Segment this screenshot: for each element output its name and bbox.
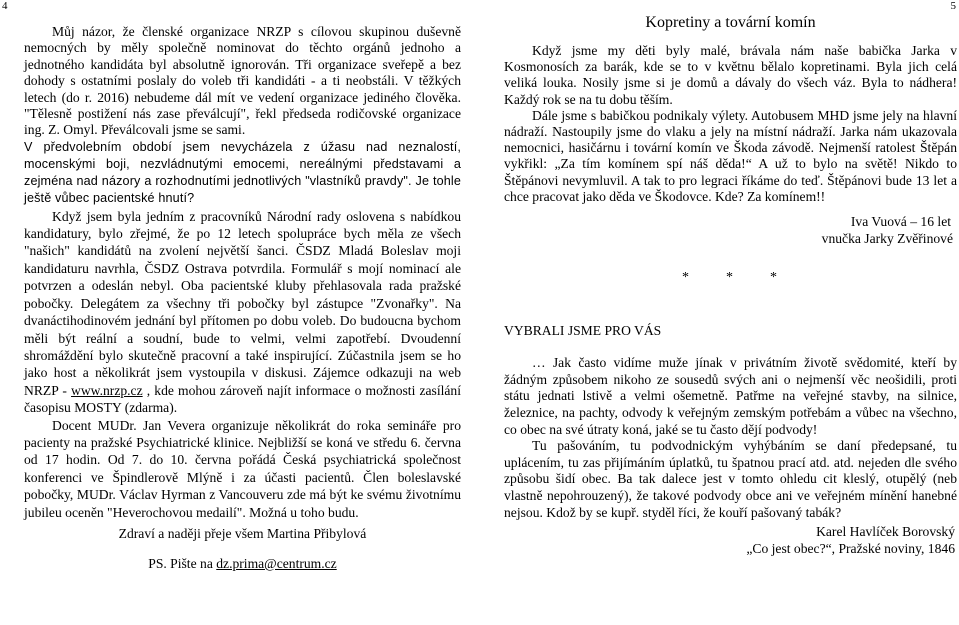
- right-paragraph-3: … Jak často vidíme muže jínak v privátním životě svědomité, kteří by žádným způsobem nikoho ze sousedů svých ani o nejmenší věc neošidili, proti státu jednati lstivě a velmi ošemetně. Patřme na veřejné stavby, na silnice, železnice, na pachty, odvody k veřejným zemským potřebám a vůbec na všechno, co obec na své útraty koná, jaké se tu často dějí podvody!: [504, 355, 957, 437]
- article-title: Kopretiny a tovární komín: [645, 14, 816, 31]
- left-paragraph-3: [24, 208, 461, 417]
- postscript: [24, 556, 461, 572]
- right-column: [504, 0, 957, 557]
- greeting-signature: Zdraví a naději přeje všem Martina Přibylová: [118, 525, 367, 541]
- right-paragraph-2: Dále jsme s babičkou podnikaly výlety. Autobusem MHD jsme jely na hlavní nádraží. Nastoupily jsme do vlaku a jely na místní nádraží. Jarka nám ukazovala nemocnici, hasičárnu i tovární komín ve Škoda závodě. Nejmenší ratolest Štěpán vykřikl: „Za tím komínem spí náš děda!“ A už to bylo na světě! Nikdo to Štěpánovi nevymluvil. A tak to pro legraci říkáme do teď. Štěpánovi bude 13 let a chce pracovat jako děda ve Škodovce. Kde? Za komínem!!: [504, 107, 957, 204]
- postscript-text: PS. Pište na: [148, 555, 217, 571]
- separator-star: *: [682, 270, 689, 286]
- right-paragraph-1: Když jsme my děti byly malé, brávala nám naše babička Jarka v Kosmonosích za barák, kde se to v květnu bělalo kopretinami. Byla jich celá veliká louka. Nosily jsme si je domů a dávaly do všech váz. Byla to nádhera! Každý rok se na tu dobu těším.: [504, 43, 957, 107]
- page-number-left: 4: [2, 0, 8, 12]
- separator-star: *: [726, 270, 733, 286]
- quote-author: Karel Havlíček Borovský: [816, 524, 955, 540]
- email-link[interactable]: dz.prima@centrum.cz: [216, 555, 337, 571]
- left-paragraph-2: V předvolebním období jsem nevycházela z úžasu nad neznalostí, mocenskými boji, nezvládnutými emocemi, nereálnými představami a zejména nad názory a rozhodnutími jednotlivých "vlastníků pravdy". Je tohle ještě vůbec pacientské hnutí?: [24, 139, 461, 206]
- left-paragraph-4: Docent MUDr. Jan Vevera organizuje několikrát do roka semináře pro pacienty na pražské Psychiatrické klinice. Nejbližší se koná ve středu 6. června od 17 hodin. Od 7. do 10. června pořádá Česká psychiatrická společnost konferenci ve Špindlerově Mlýně i za účasti pacientů. Člen boleslavské pobočky, MUDr. Václav Hyrman z Vancouveru zde má být ke svému životnímu jubileu oceněn "Heverochovou medailí". Možná u toho budu.: [24, 417, 461, 520]
- quote-source: „Co jest obec?“, Pražské noviny, 1846: [746, 540, 955, 556]
- left-column: [24, 0, 461, 572]
- left-paragraph-1: Můj názor, že členské organizace NRZP s cílovou skupinou duševně nemocných by měly společně nominovat do těchto orgánů jednoho a jednotného kandidáta byl absolutně ignorován. Tři organizace sveřepě a bez dohody s ostatními poslaly do voleb tři kandidáti - a ti neobstáli. V těžkých letech (do r. 2016) nebudeme dál mít ve vedení organizace jediného člověka. "Tělesně postižení nás zase převálcují", řekl předseda rodičovské organizace ing. Z. Omyl. Převálcovali jsme se sami.: [24, 24, 461, 138]
- author-signature: Iva Vuová – 16 let: [850, 214, 951, 230]
- page-number-right: 5: [950, 0, 956, 12]
- author-relation: vnučka Jarky Zvěřinové: [821, 230, 953, 246]
- nrzp-web-link[interactable]: www.nrzp.cz: [71, 382, 143, 398]
- section-separator: [504, 270, 957, 286]
- separator-star: *: [770, 270, 777, 286]
- left-paragraph-3-text: Když jsem byla jedním z pracovníků Národní rady oslovena s nabídkou kandidatury, bylo zřejmé, že po 12 letech spolupráce bych měla ze všech "našich" kandidátů na zvolení největší šanci. ČSDZ Mladá Boleslav moji kandidaturu navrhla, ČSDZ Ostrava potvrdila. Formulář s mojí nominací ale potvrzen a odeslán nebyl. Oba pacientské kluby přehlasovala rada pražské pobočky. Delegátem za všechny tři pobočky byl zástupce "Zvonařky". Na dvanáctihodinovém jednání byl přítomen po dobu voleb. Do budoucna bychom měli být reální a soudní, bude to velmi, velmi zapotřebí. Dvoudenní shromáždění bylo skutečně pracovní a také inspirující. Zúčastnila jsem se ho jako host a několikrát jsem vystoupila v diskusi. Zájemce odkazuji na web NRZP -: [24, 208, 461, 398]
- left-paragraph-3-tail: , kde mohou zároveň najít informace o možnosti zasílání časopisu MOSTY (zdarma).: [24, 382, 461, 416]
- section-heading: VYBRALI JSME PRO VÁS: [504, 323, 662, 339]
- right-paragraph-4: Tu pašováním, tu podvodnickým vyhýbáním se daní předepsané, tu uplácením, tu zas přijímáním úplatků, tu špatnou prací atd. atd. nejeden dle svého způsobu šidí obec. Ba tak dalece jest v tomto ohledu cit kleslý, otupělý (neb vlastně nepohrouzený), že takové podvody obce ani ve veřejném mínění hanebné nejsou. Kdož by se kupř. styděl říci, že kouří pašovaný tabák?: [504, 438, 957, 520]
